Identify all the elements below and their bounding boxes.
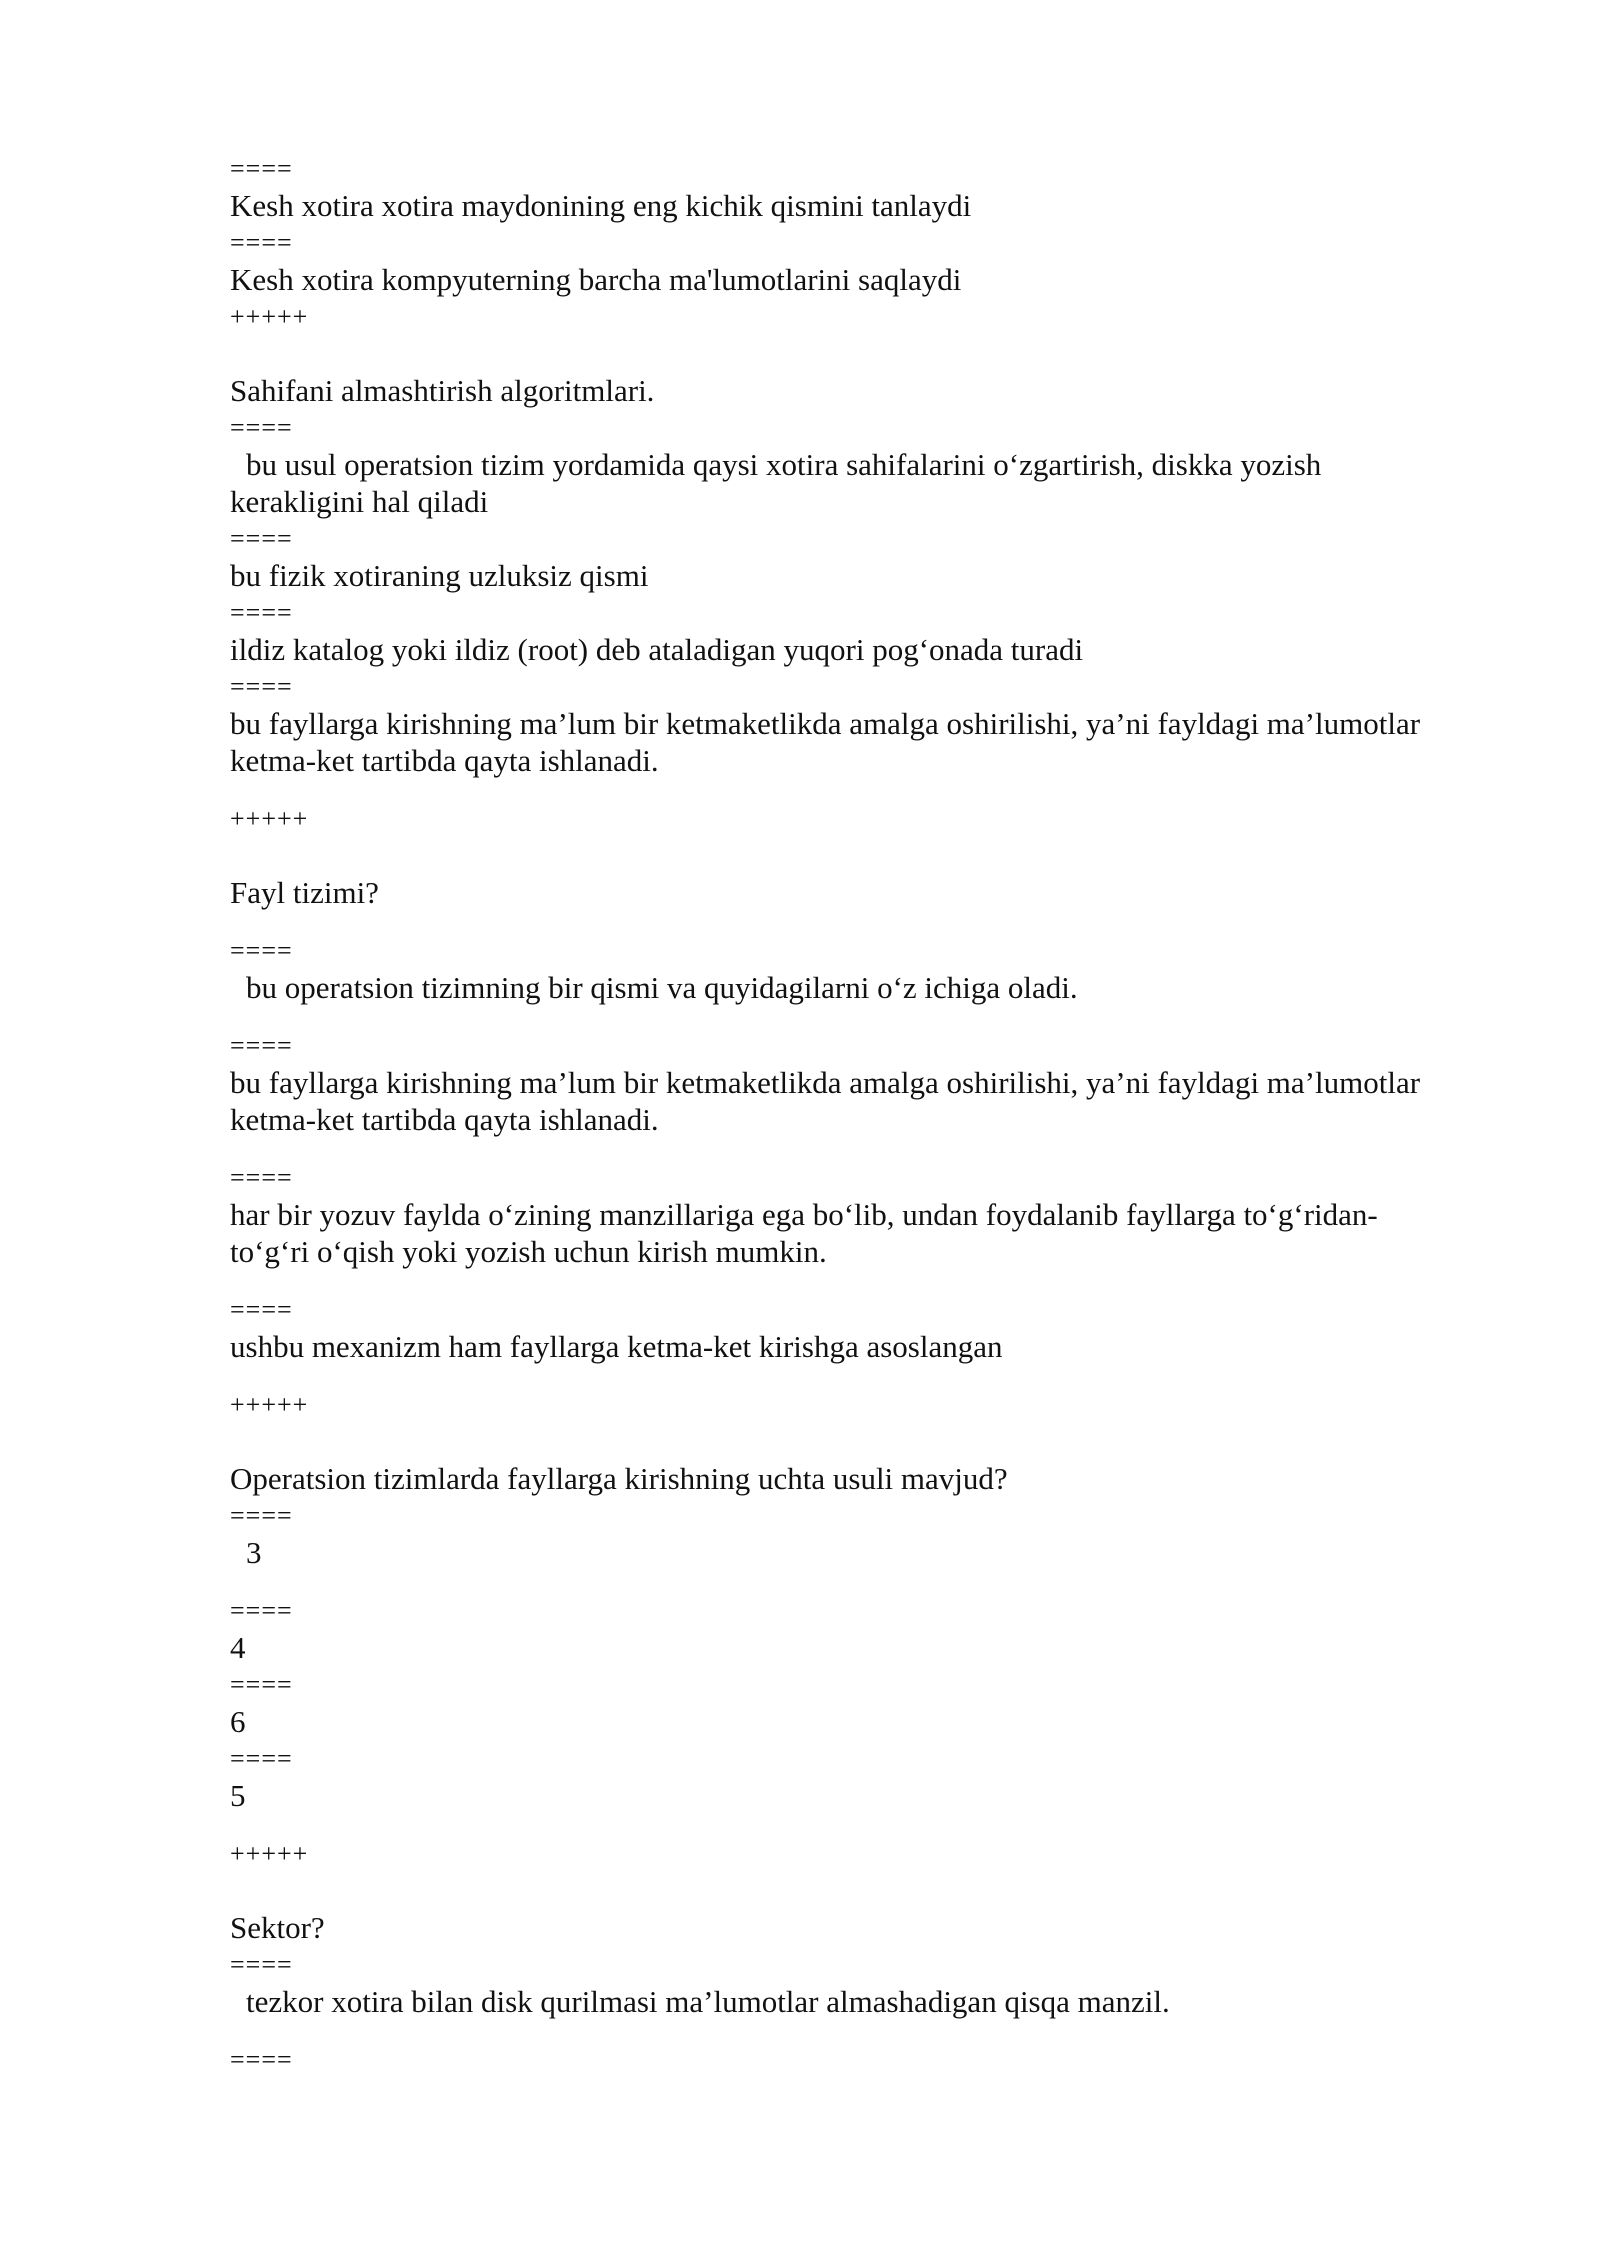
separator-line: ==== [230, 598, 293, 627]
separator-line: ==== [230, 2045, 293, 2074]
text-line: bu fayllarga kirishning ma’lum bir ketmaketlikda amalga oshirilishi, ya’ni fayldagi ma’lumotlar [230, 1065, 1421, 1100]
text-line: Kesh xotira kompyuterning barcha ma'lumotlarini saqlaydi [230, 262, 962, 297]
text-line: ushbu mexanizm ham fayllarga ketma-ket kirishga asoslangan [230, 1329, 1003, 1364]
text-line: 6 [230, 1704, 246, 1739]
text-line: Kesh xotira xotira maydonining eng kichik qismini tanlaydi [230, 188, 972, 223]
separator-line: ==== [230, 1596, 293, 1625]
text-line: Sektor? [230, 1910, 325, 1945]
text-line: bu usul operatsion tizim yordamida qaysi xotira sahifalarini o‘zgartirish, diskka yozish [246, 447, 1322, 482]
separator-line: ==== [230, 154, 293, 183]
text-line: Sahifani almashtirish algoritmlari. [230, 373, 655, 408]
separator-line: +++++ [230, 1390, 309, 1419]
text-line: bu operatsion tizimning bir qismi va quyidagilarni o‘z ichiga oladi. [246, 970, 1078, 1005]
separator-line: ==== [230, 672, 293, 701]
separator-line: ==== [230, 1031, 293, 1060]
text-line: ketma-ket tartibda qayta ishlanadi. [230, 1102, 659, 1137]
text-line: ildiz katalog yoki ildiz (root) deb ataladigan yuqori pog‘onada turadi [230, 632, 1084, 667]
text-line: to‘g‘ri o‘qish yoki yozish uchun kirish mumkin. [230, 1234, 827, 1269]
text-line: tezkor xotira bilan disk qurilmasi ma’lumotlar almashadigan qisqa manzil. [246, 1984, 1170, 2019]
separator-line: ==== [230, 228, 293, 257]
text-line: kerakligini hal qiladi [230, 484, 489, 519]
separator-line: ==== [230, 1670, 293, 1699]
text-line: ketma-ket tartibda qayta ishlanadi. [230, 743, 659, 778]
separator-line: ==== [230, 413, 293, 442]
text-line: 4 [230, 1630, 246, 1665]
separator-line: +++++ [230, 1839, 309, 1868]
separator-line: ==== [230, 936, 293, 965]
separator-line: ==== [230, 1950, 293, 1979]
text-line: 5 [230, 1778, 246, 1813]
separator-line: ==== [230, 1295, 293, 1324]
separator-line: ==== [230, 1501, 293, 1530]
separator-line: ==== [230, 1163, 293, 1192]
text-line: bu fizik xotiraning uzluksiz qismi [230, 558, 649, 593]
text-line: 3 [246, 1535, 262, 1570]
text-line: Fayl tizimi? [230, 875, 379, 910]
separator-line: ==== [230, 1744, 293, 1773]
text-line: har bir yozuv faylda o‘zining manzillariga ega bo‘lib, undan foydalanib fayllarga to‘g‘ridan- [230, 1197, 1378, 1232]
separator-line: ==== [230, 524, 293, 553]
text-line: Operatsion tizimlarda fayllarga kirishning uchta usuli mavjud? [230, 1461, 1008, 1496]
text-line: bu fayllarga kirishning ma’lum bir ketmaketlikda amalga oshirilishi, ya’ni fayldagi ma’lumotlar [230, 706, 1421, 741]
separator-line: +++++ [230, 302, 309, 331]
separator-line: +++++ [230, 804, 309, 833]
